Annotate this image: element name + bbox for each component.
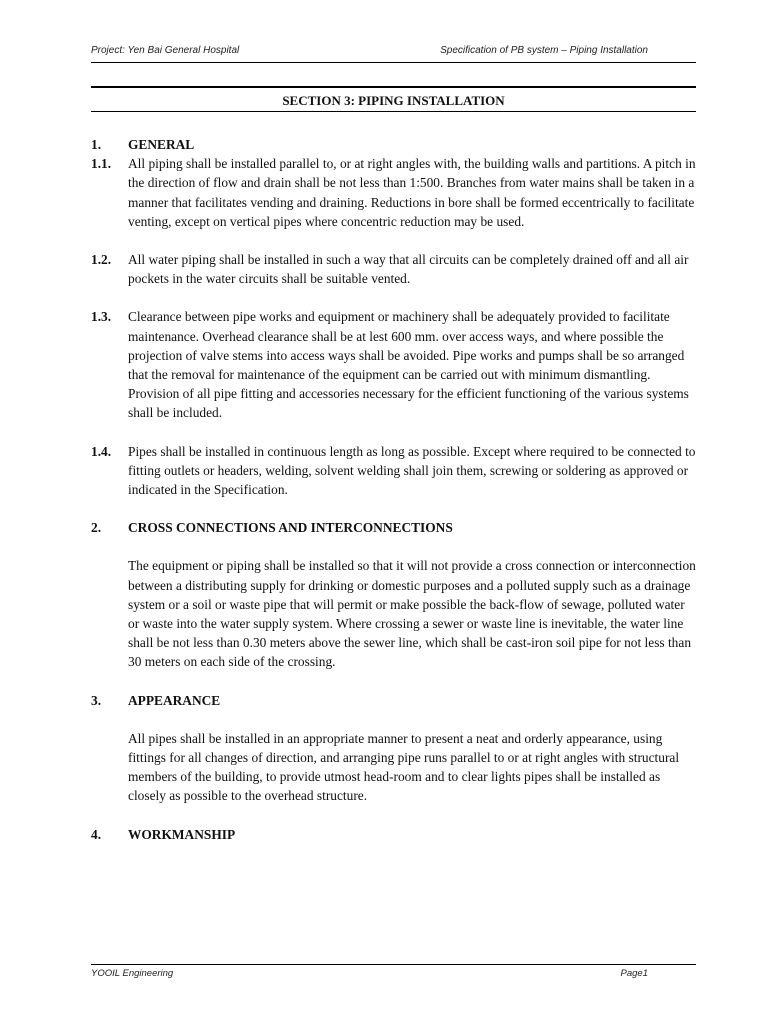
section-heading-general — [91, 135, 696, 154]
footer-company: YOOIL Engineering — [91, 968, 174, 979]
section-heading-cross-connections — [91, 518, 696, 537]
section-number: 2. — [91, 520, 102, 536]
section-heading: CROSS CONNECTIONS AND INTERCONNECTIONS — [128, 520, 453, 536]
clause-number: 1.2. — [91, 252, 112, 268]
section-heading: WORKMANSHIP — [128, 826, 236, 842]
clause-text: Clearance between pipe works and equipment or machinery shall be adequately provided to facilitate maintenance. Overhead clearance shall be at lest 600 mm. over access ways, and where possible the projection of valve stems into access ways shall be avoided. Pipe works and pumps shall be so arranged that the removal for maintenance of the equipment can be carried out with minimum dismantling. Provision of all pipe fitting and accessories necessary for the efficient functioning of the various systems shall be included. — [128, 309, 689, 421]
section-number: 3. — [91, 692, 102, 708]
clause-1-4 — [91, 442, 696, 500]
section-heading-workmanship — [91, 825, 696, 844]
document-body — [91, 135, 696, 844]
clause-1-3 — [91, 307, 696, 422]
section-number: 4. — [91, 826, 102, 842]
clause-1-2 — [91, 250, 696, 288]
clause-text: All piping shall be installed parallel to, or at right angles with, the building walls and partitions. A pitch in the direction of flow and drain shall be not less than 1:500. Branches from water mains shall be taken in a manner that facilitates vending and draining. Reductions in bore shall be formed eccentrically to facilitate venting, except on vertical pipes where concentric reduction may be used. — [128, 156, 696, 229]
clause-number: 1.1. — [91, 156, 112, 172]
clause-text: Pipes shall be installed in continuous length as long as possible. Except where required to be connected to fitting outlets or headers, welding, solvent welding shall join them, screwing or soldering as approved or indicated in the Specification. — [128, 443, 696, 498]
section-heading-appearance — [91, 691, 696, 710]
header-spec: Specification of PB system – Piping Installation — [440, 45, 648, 56]
clause-1-1 — [91, 154, 696, 231]
clause-number: 1.3. — [91, 309, 112, 325]
section-title: SECTION 3: PIPING INSTALLATION — [282, 93, 505, 108]
section-number: 1. — [91, 137, 102, 152]
header-rule — [91, 62, 696, 63]
section-rule-top — [91, 86, 696, 88]
section-heading: APPEARANCE — [128, 692, 221, 708]
appearance-paragraph: All pipes shall be installed in an appropriate manner to present a neat and orderly appearance, using fittings for all changes of direction, and arranging pipe runs parallel to or at right angles with structural members of the building, to provide utmost head-room and to clear lights pipes shall be installed as closely as possible to the overhead structure. — [128, 730, 680, 804]
section-rule-bottom — [91, 111, 696, 112]
clause-text: All water piping shall be installed in such a way that all circuits can be completely drained off and all air pockets in the water circuits shall be suitable vented. — [128, 252, 689, 287]
cross-connections-paragraph: The equipment or piping shall be installed so that it will not provide a cross connection or interconnection between a distributing supply for drinking or domestic purposes and a polluted supply such as a drainage system or a soil or waste pipe that will permit or make possible the back-flow of sewage, polluted water or waste into the water supply system. Where crossing a sewer or waste line is inevitable, the water line shall be not less than 0.30 meters above the sewer line, which shall be cast-iron soil pipe for not less than 30 meters on each side of the crossing. — [128, 558, 696, 670]
clause-number: 1.4. — [91, 443, 112, 459]
section-heading: GENERAL — [128, 137, 195, 152]
footer-page-number: Page1 — [620, 968, 648, 979]
header-project: Project: Yen Bai General Hospital — [91, 45, 240, 56]
footer-rule — [91, 964, 696, 965]
